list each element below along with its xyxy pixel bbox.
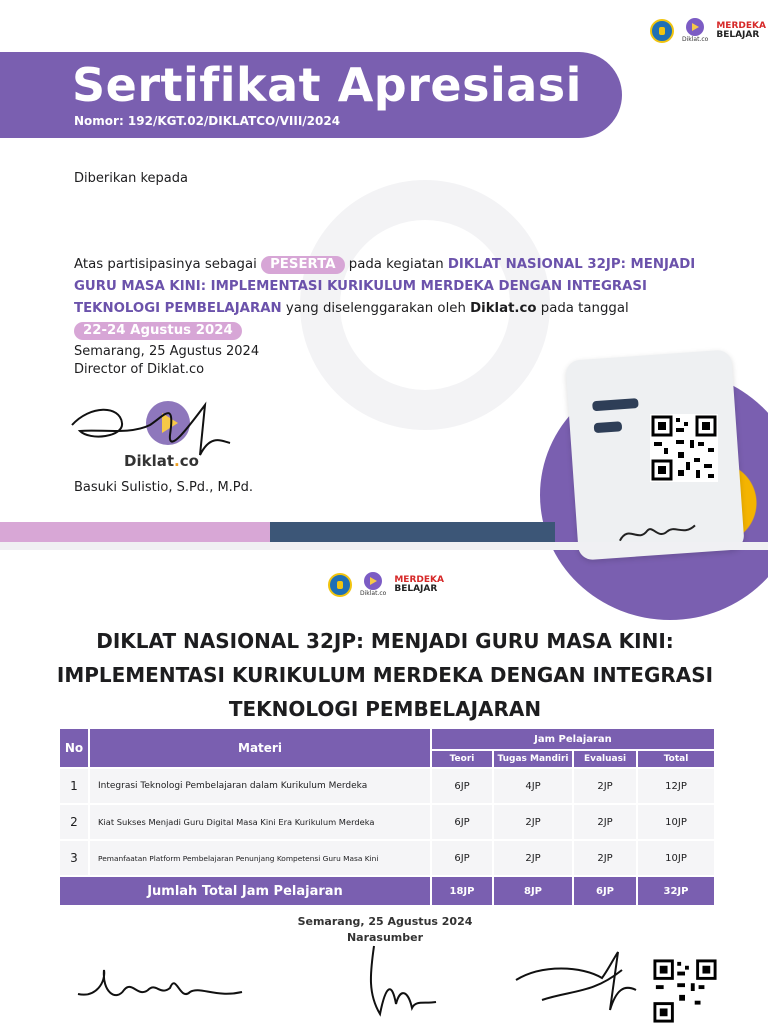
row-tugas: 4JP <box>494 769 572 803</box>
total-teori: 18JP <box>432 877 492 905</box>
table-header-row <box>60 729 714 749</box>
row-materi: Kiat Sukses Menjadi Guru Digital Masa Kini Era Kurikulum Merdeka <box>90 805 430 839</box>
speaker-block <box>250 914 520 946</box>
para-text-4: pada tanggal <box>540 301 629 316</box>
footer-band-navy <box>270 522 555 542</box>
merdeka-text: MERDEKA <box>716 20 766 31</box>
total-label: Jumlah Total Jam Pelajaran <box>60 877 430 905</box>
stamp-tld: co <box>179 452 199 470</box>
director-role: Director of Diklat.co <box>74 362 205 377</box>
header-teori: Teori <box>432 751 492 767</box>
table-row <box>60 769 714 803</box>
speaker-role: Narasumber <box>346 931 424 944</box>
table-row <box>60 805 714 839</box>
row-tugas: 2JP <box>494 805 572 839</box>
row-teori: 6JP <box>432 841 492 875</box>
row-no: 1 <box>60 769 88 803</box>
row-evaluasi: 2JP <box>574 769 636 803</box>
certificate-number: Nomor: 192/KGT.02/DIKLATCO/VIII/2024 <box>74 114 341 128</box>
row-total: 10JP <box>638 805 714 839</box>
kemendikbud-logo-icon <box>650 19 674 43</box>
total-tugas: 8JP <box>494 877 572 905</box>
place-date-page2: Semarang, 25 Agustus 2024 <box>297 915 473 928</box>
diklat-logo-text: Diklat.co <box>682 36 709 43</box>
footer-band-pink <box>0 522 270 542</box>
qr-code-icon <box>650 414 718 482</box>
row-materi: Pemanfaatan Platform Pembelajaran Penunjang Kompetensi Guru Masa Kini <box>90 841 430 875</box>
diklat-play-icon <box>364 572 382 590</box>
lesson-hours-table <box>58 727 716 907</box>
total-total: 32JP <box>638 877 714 905</box>
place-date: Semarang, 25 Agustus 2024 <box>74 344 260 359</box>
row-materi: Integrasi Teknologi Pembelajaran dalam Kurikulum Merdeka <box>90 769 430 803</box>
speaker-signature-3 <box>512 950 642 1020</box>
speaker-signature-2 <box>340 944 450 1024</box>
certificate-title: Sertifikat Apresiasi <box>72 58 582 112</box>
row-teori: 6JP <box>432 805 492 839</box>
event-name: DIKLAT NASIONAL 32JP: MENJADI GURU MASA KINI: IMPLEMENTASI KURIKULUM MERDEKA DENGAN INTEGRASI TEKNOLOGI PEMBELAJARAN <box>74 257 696 316</box>
page-divider <box>0 542 768 550</box>
diklat-play-icon <box>686 18 704 36</box>
qr-code-icon-page2 <box>652 958 718 1024</box>
header-tugas-mandiri: Tugas Mandiri <box>494 751 572 767</box>
speaker-signature-1 <box>76 962 246 1012</box>
participation-paragraph <box>74 254 734 342</box>
merdeka-text: MERDEKA <box>394 574 444 585</box>
program-title: DIKLAT NASIONAL 32JP: MENJADI GURU MASA KINI: IMPLEMENTASI KURIKULUM MERDEKA DENGAN INTEGRASI TEKNOLOGI PEMBELAJARAN <box>56 629 714 721</box>
diklat-logo <box>360 572 386 597</box>
para-text-2: pada kegiatan <box>348 257 444 272</box>
stamp-logo: Diklat.co <box>124 452 199 470</box>
row-evaluasi: 2JP <box>574 841 636 875</box>
merdeka-belajar-logo <box>716 22 766 40</box>
row-no: 3 <box>60 841 88 875</box>
row-total: 12JP <box>638 769 714 803</box>
row-tugas: 2JP <box>494 841 572 875</box>
total-evaluasi: 6JP <box>574 877 636 905</box>
belajar-text: BELAJAR <box>394 583 438 594</box>
table-total-row <box>60 877 714 905</box>
kemendikbud-logo-icon <box>328 573 352 597</box>
table-row <box>60 841 714 875</box>
diklat-logo <box>682 18 708 43</box>
header-evaluasi: Evaluasi <box>574 751 636 767</box>
header-no: No <box>60 729 88 767</box>
date-badge: 22-24 Agustus 2024 <box>74 322 242 340</box>
organizer-name: Diklat.co <box>470 301 537 316</box>
para-text-1: Atas partisipasinya sebagai <box>74 257 257 272</box>
header-jam-pelajaran: Jam Pelajaran <box>432 729 714 749</box>
merdeka-belajar-logo <box>394 576 444 594</box>
header-total: Total <box>638 751 714 767</box>
belajar-text: BELAJAR <box>716 29 760 40</box>
header-materi: Materi <box>90 729 430 767</box>
role-badge: PESERTA <box>261 256 344 274</box>
diklat-logo-text: Diklat.co <box>360 590 387 597</box>
row-no: 2 <box>60 805 88 839</box>
given-to-label: Diberikan kepada <box>74 171 188 186</box>
signer-name: Basuki Sulistio, S.Pd., M.Pd. <box>74 480 254 495</box>
partner-logos-page2 <box>328 572 444 597</box>
row-teori: 6JP <box>432 769 492 803</box>
row-total: 10JP <box>638 841 714 875</box>
row-evaluasi: 2JP <box>574 805 636 839</box>
stamp-brand: Diklat <box>124 452 175 470</box>
para-text-3: yang diselenggarakan oleh <box>285 301 466 316</box>
partner-logos <box>650 18 766 43</box>
signature-block <box>74 343 259 379</box>
